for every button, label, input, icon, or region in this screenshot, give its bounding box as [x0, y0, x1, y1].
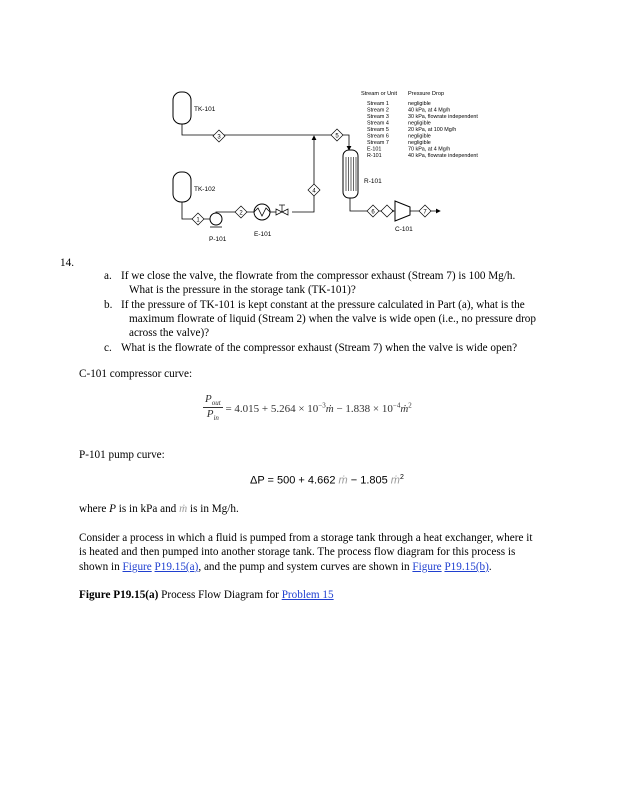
stream-7-number: 7: [423, 209, 427, 216]
table-header-unit: Stream or Unit: [361, 91, 398, 97]
stream-2-number: 2: [239, 210, 243, 217]
table-row-unit: Stream 6: [367, 133, 389, 140]
table-row-unit: Stream 2: [367, 107, 389, 114]
item-b-line1: If the pressure of TK-101 is kept constant at the pressure calculated in Part (a), what is the: [121, 299, 525, 311]
table-row-unit: E-101: [367, 146, 382, 153]
compressor-curve-label: C-101 compressor curve:: [79, 368, 193, 380]
tank-tk101-label: TK-101: [194, 106, 216, 113]
table-row-unit: Stream 3: [367, 114, 389, 120]
reactor-r101-label: R-101: [364, 178, 382, 185]
table-row-drop: 40 kPa, at 4 Mg/h: [408, 107, 451, 114]
table-row-unit: Stream 5: [367, 127, 389, 133]
stream-6-number: 6: [371, 209, 375, 216]
stream-4-number: 4: [312, 188, 316, 195]
problem-number: 14.: [60, 257, 74, 269]
item-c-label: c.: [104, 342, 112, 354]
table-row-unit: Stream 7: [367, 140, 389, 146]
pump-curve-label: P-101 pump curve:: [79, 449, 165, 461]
table-row-drop: 20 kPa, at 100 Mg/h: [408, 127, 457, 133]
table-row-drop: 40 kPa, flowrate independent: [408, 153, 478, 159]
pump-p101-label: P-101: [209, 236, 227, 243]
exchanger-e101-label: E-101: [254, 231, 272, 238]
table-row-drop: negligible: [408, 140, 431, 146]
table-row-unit: Stream 1: [367, 101, 389, 107]
stream-5-number: 5: [335, 133, 339, 140]
figure-caption: Figure P19.15(a) Process Flow Diagram for Problem 15: [79, 589, 334, 601]
item-b-line3: across the valve)?: [129, 327, 210, 339]
figure-link-a[interactable]: Figure: [122, 561, 152, 573]
item-b-label: b.: [104, 299, 113, 311]
units-note: where P is in kPa and ṁ is in Mg/h.: [79, 503, 239, 515]
table-row-drop: 70 kPa, at 4 Mg/h: [408, 146, 451, 153]
item-a-line1: If we close the valve, the flowrate from the compressor exhaust (Stream 7) is 100 Mg/h.: [121, 270, 516, 282]
compressor-equation: $\frac{P_{out}}{P_{in}}$ = $4.015 + 5.264 \times 10^{-3}ṁ - 1.838$ × $10^{-4}ṁ^2$: [205, 393, 412, 423]
table-row-drop: negligible: [408, 101, 431, 107]
item-c-line1: What is the flowrate of the compressor exhaust (Stream 7) when the valve is wide open?: [121, 342, 518, 354]
item-a-line2: What is the pressure in the storage tank (TK-101)?: [129, 284, 356, 296]
figure-link-b[interactable]: Figure: [412, 561, 442, 573]
item-b-line2: maximum flowrate of liquid (Stream 2) when the valve is wide open (i.e., no pressure drop: [129, 313, 536, 325]
table-row-unit: Stream 4: [367, 120, 389, 127]
item-a-label: a.: [104, 270, 112, 282]
table-header-drop: Pressure Drop: [408, 91, 445, 97]
stream-1-number: 1: [196, 217, 200, 224]
paragraph-line2: is heated and then pumped into another storage tank. The process flow diagram for this process is: [79, 546, 516, 558]
pressure-ratio: $\frac{P_{out}}{P_{in}}$: [205, 393, 221, 423]
table-row-drop: 30 kPa, flowrate independent: [408, 114, 478, 120]
paragraph-line1: Consider a process in which a fluid is pumped from a storage tank through a heat exchanger, where it: [79, 532, 533, 544]
problem-link[interactable]: Problem 15: [281, 589, 334, 601]
paragraph-line3: shown in Figure P19.15(a), and the pump and system curves are shown in Figure P19.15(b).: [79, 561, 492, 573]
table-row-drop: negligible: [408, 133, 431, 140]
stream-3-number: 3: [217, 134, 221, 141]
table-row-drop: negligible: [408, 120, 431, 127]
compressor-c101-label: C-101: [395, 226, 413, 233]
table-row-unit: R-101: [367, 153, 382, 159]
tank-tk102-label: TK-102: [194, 186, 216, 193]
stream-8-diamond: [381, 205, 393, 217]
pump-equation: ΔP = 500 + 4.662 ṁ − 1.805 ṁ$^2$: [250, 474, 404, 487]
figure-link-b-id[interactable]: P19.15(b): [444, 561, 489, 573]
stream-8-marker: [0, 0, 635, 255]
figure-link-a-id[interactable]: P19.15(a): [154, 561, 199, 573]
